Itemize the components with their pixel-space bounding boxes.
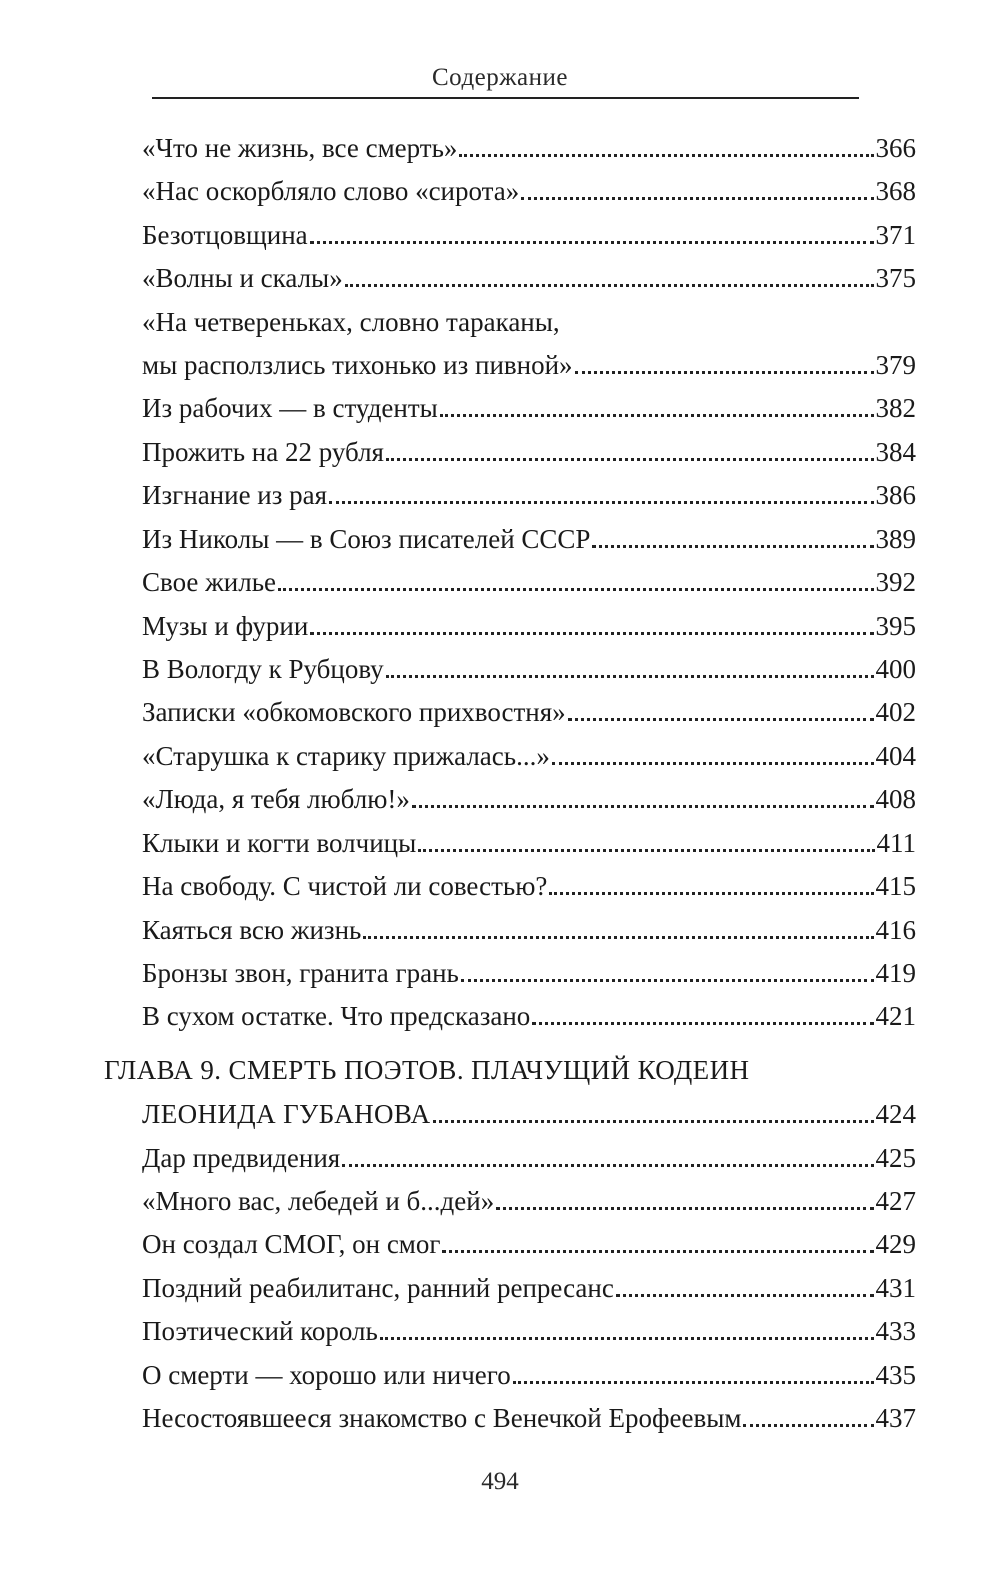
toc-entry[interactable] bbox=[142, 1220, 916, 1260]
toc-entry-title: «Много вас, лебедей и б...дей» bbox=[142, 1186, 495, 1216]
toc-entry[interactable] bbox=[142, 602, 916, 642]
toc-entry-page: 389 bbox=[875, 524, 916, 554]
dot-leader bbox=[412, 805, 874, 808]
toc-entry-title: «Что не жизнь, все смерть» bbox=[142, 133, 458, 163]
dot-leader bbox=[743, 1424, 873, 1427]
toc-entry-title: Каяться всю жизнь bbox=[142, 915, 362, 945]
toc-entry-page: 379 bbox=[875, 350, 916, 380]
toc-entry[interactable] bbox=[142, 732, 916, 772]
toc-entry[interactable] bbox=[142, 211, 916, 251]
toc-entry-title: О смерти — хорошо или ничего bbox=[142, 1360, 511, 1390]
toc-entry-title: мы расползлись тихонько из пивной» bbox=[142, 350, 573, 380]
dot-leader bbox=[342, 1164, 873, 1167]
toc-entry-title: «Люда, я тебя люблю!» bbox=[142, 784, 410, 814]
dot-leader bbox=[329, 501, 873, 504]
dot-leader bbox=[568, 718, 874, 721]
toc-entry-title: «Волны и скалы» bbox=[142, 263, 343, 293]
toc-entry[interactable] bbox=[142, 1307, 916, 1347]
toc-entry-page: 371 bbox=[875, 220, 916, 250]
toc-entry[interactable] bbox=[142, 819, 916, 859]
dot-leader bbox=[552, 762, 874, 765]
toc-entry[interactable] bbox=[142, 1264, 916, 1304]
toc-entry-title: Музы и фурии bbox=[142, 611, 309, 641]
toc-entry[interactable] bbox=[142, 775, 916, 815]
toc-entry[interactable] bbox=[142, 1177, 916, 1217]
toc-entry[interactable] bbox=[142, 1351, 916, 1391]
toc-entry-page: 402 bbox=[875, 697, 916, 727]
toc-entry-page: 395 bbox=[875, 611, 916, 641]
toc-entry-page: 408 bbox=[875, 784, 916, 814]
dot-leader bbox=[386, 675, 874, 678]
dot-leader bbox=[575, 371, 874, 374]
dot-leader bbox=[496, 1207, 873, 1210]
chapter-heading[interactable] bbox=[142, 1090, 916, 1130]
toc-entry-title: Из рабочих — в студенты bbox=[142, 393, 438, 423]
toc-entry[interactable] bbox=[142, 862, 916, 902]
toc-entry-page: 435 bbox=[875, 1360, 916, 1390]
toc-entry-title: Бронзы звон, гранита грань bbox=[142, 958, 459, 988]
toc-entry[interactable] bbox=[142, 167, 916, 207]
toc-entry-page: 421 bbox=[875, 1001, 916, 1031]
toc-entry[interactable] bbox=[142, 558, 916, 598]
toc-entry-title: Прожить на 22 рубля bbox=[142, 437, 384, 467]
toc-entry-title: «На четвереньках, словно тараканы, bbox=[142, 307, 560, 337]
toc-entry-line1[interactable] bbox=[142, 298, 916, 338]
dot-leader bbox=[616, 1294, 874, 1297]
toc-entry-title: «Старушка к старику прижалась...» bbox=[142, 741, 550, 771]
toc-entry-title: Записки «обкомовского прихвостня» bbox=[142, 697, 566, 727]
dot-leader bbox=[461, 979, 874, 982]
dot-leader bbox=[363, 936, 873, 939]
toc-entry-page: 429 bbox=[875, 1229, 916, 1259]
chapter-title: ГЛАВА 9. СМЕРТЬ ПОЭТОВ. ПЛАЧУЩИЙ КОДЕИН bbox=[104, 1055, 750, 1085]
toc-entry-page: 366 bbox=[875, 133, 916, 163]
running-head-title: Содержание bbox=[432, 64, 568, 91]
toc-entry[interactable] bbox=[142, 471, 916, 511]
toc-entry-page: 384 bbox=[875, 437, 916, 467]
toc-entry-page: 427 bbox=[875, 1186, 916, 1216]
toc-entry-title: Дар предвидения bbox=[142, 1143, 341, 1173]
dot-leader bbox=[380, 1337, 874, 1340]
toc-entry-title: Поэтический король bbox=[142, 1316, 378, 1346]
toc-entry-title: Он создал СМОГ, он смог bbox=[142, 1229, 441, 1259]
chapter-title: ЛЕОНИДА ГУБАНОВА bbox=[142, 1099, 431, 1129]
dot-leader bbox=[459, 154, 873, 157]
dot-leader bbox=[278, 588, 873, 591]
toc-entry-page: 411 bbox=[876, 828, 916, 858]
toc-entry[interactable] bbox=[142, 1394, 916, 1434]
toc-entry-page: 404 bbox=[875, 741, 916, 771]
toc-entry-page: 419 bbox=[875, 958, 916, 988]
dot-leader bbox=[386, 458, 874, 461]
toc-entry[interactable] bbox=[142, 254, 916, 294]
toc-entry-page: 433 bbox=[875, 1316, 916, 1346]
toc-entry[interactable] bbox=[142, 645, 916, 685]
toc-entry-page: 431 bbox=[875, 1273, 916, 1303]
toc-entry-page: 386 bbox=[875, 480, 916, 510]
toc-entry-title: Поздний реабилитанс, ранний репресанс bbox=[142, 1273, 614, 1303]
toc-entry[interactable] bbox=[142, 992, 916, 1032]
toc-entry-title: Из Николы — в Союз писателей СССР bbox=[142, 524, 591, 554]
dot-leader bbox=[433, 1120, 874, 1123]
toc-entry-page: 425 bbox=[875, 1143, 916, 1173]
toc-entry-title: Безотцовщина bbox=[142, 220, 308, 250]
toc-entry-page: 382 bbox=[875, 393, 916, 423]
dot-leader bbox=[549, 892, 873, 895]
dot-leader bbox=[418, 849, 874, 852]
toc-entry[interactable] bbox=[142, 906, 916, 946]
toc-entry[interactable] bbox=[142, 124, 916, 164]
toc-entry[interactable] bbox=[142, 384, 916, 424]
toc-entry-title: На свободу. С чистой ли совестью? bbox=[142, 871, 548, 901]
toc-entry-title: Изгнание из рая bbox=[142, 480, 328, 510]
dot-leader bbox=[592, 545, 873, 548]
toc-entry[interactable] bbox=[142, 341, 916, 381]
toc-entry-title: В сухом остатке. Что предсказано bbox=[142, 1001, 531, 1031]
toc-entry-page: 437 bbox=[875, 1403, 916, 1433]
dot-leader bbox=[310, 241, 874, 244]
dot-leader bbox=[521, 197, 873, 200]
dot-leader bbox=[310, 632, 873, 635]
toc-entry[interactable] bbox=[142, 949, 916, 989]
toc-entry-page: 368 bbox=[875, 176, 916, 206]
toc-entry-page: 375 bbox=[875, 263, 916, 293]
dot-leader bbox=[440, 414, 874, 417]
toc-entry-page: 415 bbox=[875, 871, 916, 901]
toc-entry-title: «Нас оскорбляло слово «сирота» bbox=[142, 176, 520, 206]
toc-entry-page: 400 bbox=[875, 654, 916, 684]
toc-entry-title: Несостоявшееся знакомство с Венечкой Ерофеевым bbox=[142, 1403, 742, 1433]
chapter-heading-line1[interactable] bbox=[104, 1046, 916, 1086]
chapter-page: 424 bbox=[875, 1099, 916, 1129]
dot-leader bbox=[345, 284, 874, 287]
toc-entry-title: Свое жилье bbox=[142, 567, 277, 597]
toc-entry-page: 416 bbox=[875, 915, 916, 945]
dot-leader bbox=[442, 1250, 873, 1253]
toc-entry[interactable] bbox=[142, 1134, 916, 1174]
toc-entry-title: Клыки и когти волчицы bbox=[142, 828, 417, 858]
toc-entry[interactable] bbox=[142, 428, 916, 468]
toc-entry-page: 392 bbox=[875, 567, 916, 597]
dot-leader bbox=[532, 1022, 873, 1025]
toc-entry[interactable] bbox=[142, 688, 916, 728]
toc-entry-title: В Вологду к Рубцову bbox=[142, 654, 384, 684]
toc-entry[interactable] bbox=[142, 515, 916, 555]
page-number: 494 bbox=[481, 1468, 519, 1495]
dot-leader bbox=[513, 1381, 874, 1384]
